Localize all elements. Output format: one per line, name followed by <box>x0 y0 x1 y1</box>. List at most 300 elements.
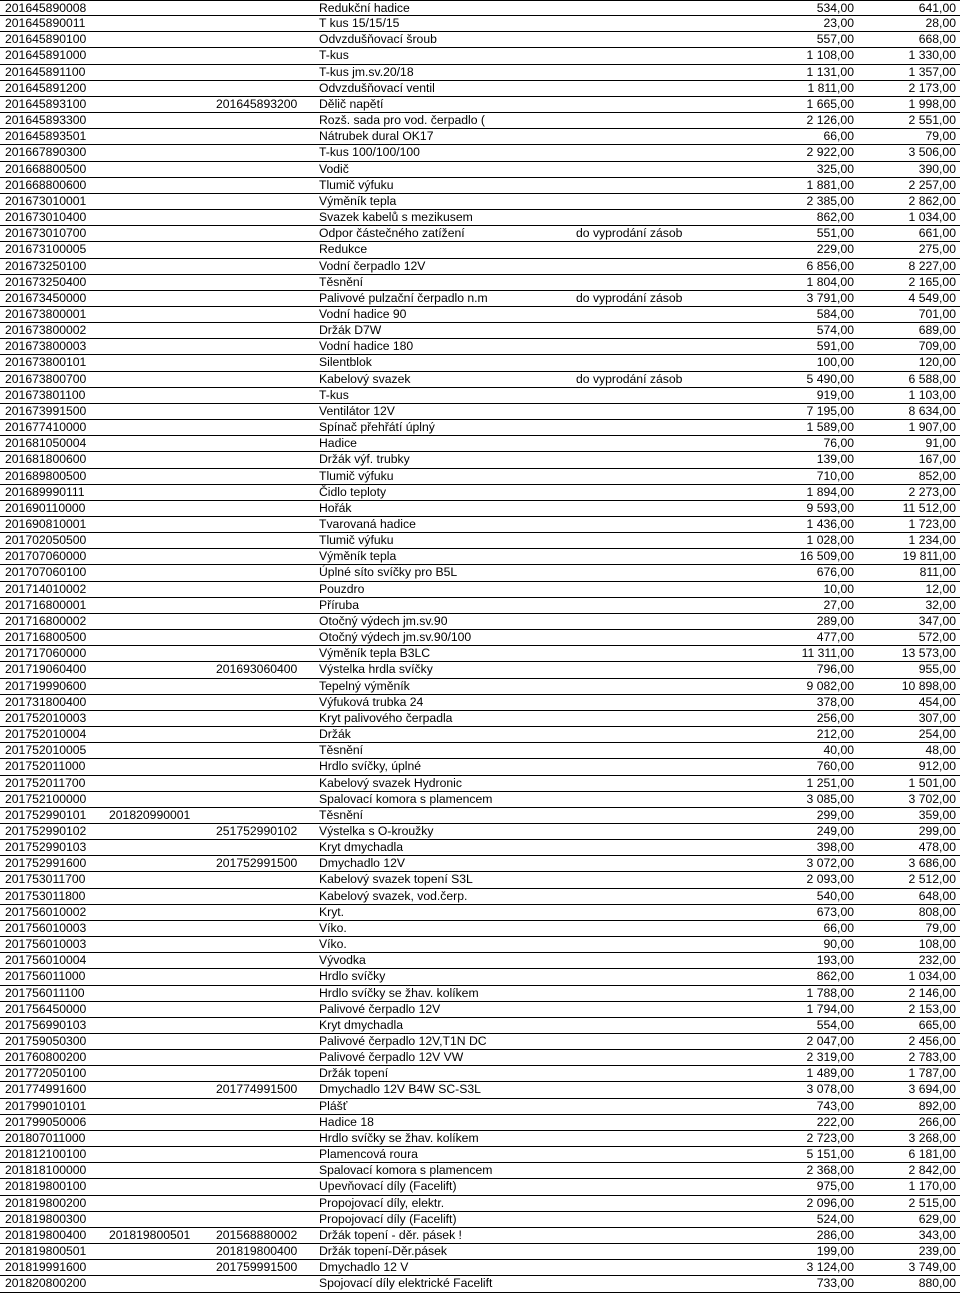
table-row <box>0 1212 960 1228</box>
price-without-vat: 584,00 <box>816 306 854 321</box>
item-name: Hrdlo svíčky se žhav. kolíkem <box>319 985 479 1000</box>
price-with-vat: 3 749,00 <box>908 1260 956 1275</box>
price-with-vat: 359,00 <box>918 807 956 822</box>
item-name: Spínač přehřátí úplný <box>319 420 435 435</box>
price-with-vat: 892,00 <box>918 1098 956 1113</box>
item-code: 201673010001 <box>5 193 87 208</box>
price-with-vat: 8 634,00 <box>908 403 956 418</box>
price-with-vat: 343,00 <box>918 1227 956 1242</box>
price-without-vat: 534,00 <box>816 1 854 15</box>
table-row <box>0 953 960 969</box>
table-row <box>0 743 960 759</box>
price-without-vat: 2 093,00 <box>806 872 854 887</box>
item-name: Redukce <box>319 242 368 257</box>
table-row <box>0 1066 960 1082</box>
item-code: 201756990103 <box>5 1017 87 1032</box>
table-row <box>0 323 960 339</box>
price-without-vat: 862,00 <box>816 210 854 225</box>
item-code: 201673010700 <box>5 226 87 241</box>
price-with-vat: 108,00 <box>918 937 956 952</box>
price-with-vat: 6 588,00 <box>908 371 956 386</box>
price-with-vat: 648,00 <box>918 888 956 903</box>
price-with-vat: 12,00 <box>925 581 956 596</box>
price-without-vat: 193,00 <box>816 953 854 968</box>
item-name: Držák topení-Děr.pásek <box>319 1244 448 1259</box>
item-name: Tepelný výměník <box>319 678 410 693</box>
item-code: 201716800002 <box>5 613 87 628</box>
price-without-vat: 975,00 <box>816 1179 854 1194</box>
item-name: Držák <box>319 727 351 742</box>
price-with-vat: 13 573,00 <box>901 646 956 661</box>
item-code: 201752011000 <box>5 759 86 774</box>
item-code: 201731800400 <box>5 694 87 709</box>
price-with-vat: 701,00 <box>918 306 956 321</box>
item-name: T-kus jm.sv.20/18 <box>319 64 414 79</box>
price-without-vat: 2 126,00 <box>806 113 854 128</box>
price-without-vat: 477,00 <box>816 630 854 645</box>
price-without-vat: 1 794,00 <box>806 1001 854 1016</box>
price-without-vat: 3 072,00 <box>806 856 854 871</box>
item-name: Čidlo teploty <box>319 484 387 499</box>
item-name: Tlumič výfuku <box>319 533 394 548</box>
item-name: T kus 15/15/15 <box>319 16 400 31</box>
price-with-vat: 1 103,00 <box>908 387 956 402</box>
table-row <box>0 1147 960 1163</box>
price-without-vat: 11 311,00 <box>801 646 854 661</box>
item-code: 201673801100 <box>5 387 86 402</box>
item-name: Výfuková trubka 24 <box>319 694 424 709</box>
price-with-vat: 665,00 <box>918 1017 956 1032</box>
item-code: 201645893100 <box>5 96 87 111</box>
price-with-vat: 91,00 <box>925 436 956 451</box>
price-without-vat: 5 490,00 <box>806 371 854 386</box>
item-code: 201799010101 <box>5 1098 87 1113</box>
table-row <box>0 372 960 388</box>
item-code: 201673100005 <box>5 242 87 257</box>
price-without-vat: 6 856,00 <box>806 258 854 273</box>
table-row <box>0 16 960 32</box>
item-code: 201819800501 <box>5 1244 87 1259</box>
item-name: Otočný výdech jm.sv.90 <box>319 613 448 628</box>
price-with-vat: 2 515,00 <box>908 1195 956 1210</box>
price-without-vat: 540,00 <box>816 888 854 903</box>
item-code: 201668800500 <box>5 161 87 176</box>
table-row <box>0 1228 960 1244</box>
table-row <box>0 1082 960 1098</box>
table-row <box>0 1099 960 1115</box>
table-row <box>0 420 960 436</box>
item-name: Vodič <box>319 161 349 176</box>
alt-code-1: 201819800501 <box>109 1227 191 1242</box>
price-with-vat: 2 862,00 <box>908 193 956 208</box>
price-with-vat: 3 506,00 <box>908 145 956 160</box>
item-name: Nátrubek dural OK17 <box>319 129 434 144</box>
table-row <box>0 291 960 307</box>
item-name: Kabelový svazek <box>319 371 411 386</box>
price-without-vat: 796,00 <box>816 662 854 677</box>
item-code: 201673450000 <box>5 290 87 305</box>
table-row <box>0 759 960 775</box>
price-without-vat: 673,00 <box>816 904 854 919</box>
item-code: 201756450000 <box>5 1001 87 1016</box>
item-code: 201753011700 <box>5 872 86 887</box>
table-row <box>0 178 960 194</box>
price-without-vat: 3 124,00 <box>806 1260 854 1275</box>
item-name: Výměník tepla <box>319 549 397 564</box>
item-code: 201719990600 <box>5 678 87 693</box>
price-with-vat: 880,00 <box>918 1276 956 1291</box>
price-with-vat: 28,00 <box>925 16 956 31</box>
price-without-vat: 249,00 <box>816 823 854 838</box>
price-without-vat: 1 811,00 <box>807 80 854 95</box>
price-without-vat: 554,00 <box>816 1017 854 1032</box>
price-without-vat: 90,00 <box>823 937 854 952</box>
table-row <box>0 614 960 630</box>
price-without-vat: 2 096,00 <box>806 1195 854 1210</box>
price-with-vat: 2 173,00 <box>908 80 956 95</box>
item-code: 201820800200 <box>5 1276 87 1291</box>
price-with-vat: 167,00 <box>918 452 956 467</box>
item-code: 201673800700 <box>5 371 87 386</box>
price-without-vat: 1 788,00 <box>806 985 854 1000</box>
price-without-vat: 27,00 <box>823 597 854 612</box>
price-with-vat: 3 686,00 <box>908 856 956 871</box>
item-code: 201717060000 <box>5 646 87 661</box>
item-name: Hrdlo svíčky <box>319 969 386 984</box>
price-without-vat: 299,00 <box>816 807 854 822</box>
table-row <box>0 662 960 678</box>
table-row <box>0 1260 960 1276</box>
price-without-vat: 2 922,00 <box>806 145 854 160</box>
item-name: Palivové čerpadlo 12V,T1N DC <box>319 1034 487 1048</box>
price-without-vat: 9 082,00 <box>806 678 854 693</box>
item-code: 201818100000 <box>5 1163 87 1178</box>
item-name: Propojovací díly, elektr. <box>319 1195 445 1210</box>
price-with-vat: 2 783,00 <box>908 1050 956 1065</box>
price-with-vat: 10 898,00 <box>901 678 956 693</box>
item-code: 201645893300 <box>5 113 87 128</box>
table-row <box>0 921 960 937</box>
item-name: Svazek kabelů s mezikusem <box>319 210 473 225</box>
price-without-vat: 66,00 <box>823 920 854 935</box>
table-row <box>0 1163 960 1179</box>
item-name: T-kus <box>319 387 349 402</box>
price-without-vat: 289,00 <box>816 613 854 628</box>
item-code: 201819991600 <box>5 1260 87 1275</box>
item-name: Propojovací díly (Facelift) <box>319 1211 457 1226</box>
price-with-vat: 2 842,00 <box>908 1163 956 1178</box>
price-without-vat: 256,00 <box>816 710 854 725</box>
price-without-vat: 23,00 <box>823 16 854 31</box>
price-with-vat: 254,00 <box>918 727 956 742</box>
item-name: Dělič napětí <box>319 96 384 111</box>
price-without-vat: 919,00 <box>816 387 854 402</box>
table-row <box>0 242 960 258</box>
price-without-vat: 1 108,00 <box>806 48 854 63</box>
table-row <box>0 872 960 888</box>
item-name: Upevňovací díly (Facelift) <box>319 1179 457 1194</box>
price-with-vat: 689,00 <box>918 323 956 338</box>
price-without-vat: 199,00 <box>816 1244 854 1259</box>
price-with-vat: 709,00 <box>918 339 956 354</box>
price-without-vat: 40,00 <box>823 743 854 758</box>
item-name: Kryt dmychadla <box>319 840 403 855</box>
item-name: Držák výf. trubky <box>319 452 410 467</box>
alt-code-2: 201759991500 <box>216 1260 298 1275</box>
table-row <box>0 275 960 291</box>
table-row <box>0 905 960 921</box>
table-row <box>0 81 960 97</box>
item-name: Vodní čerpadlo 12V <box>319 258 426 273</box>
item-code: 201819800400 <box>5 1227 87 1242</box>
item-name: Dmychadlo 12V <box>319 856 406 871</box>
item-name: Tlumič výfuku <box>319 177 394 192</box>
table-row <box>0 404 960 420</box>
item-name: Kabelový svazek Hydronic <box>319 775 462 790</box>
table-row <box>0 129 960 145</box>
table-row <box>0 1034 960 1050</box>
price-without-vat: 3 791,00 <box>806 290 854 305</box>
item-name: Vodní hadice 180 <box>319 339 414 354</box>
item-code: 201667890300 <box>5 145 87 160</box>
item-code: 201645891200 <box>5 80 87 95</box>
item-name: Redukční hadice <box>319 1 410 15</box>
alt-code-2: 201645893200 <box>216 96 298 111</box>
price-with-vat: 19 811,00 <box>902 549 956 564</box>
table-row <box>0 1179 960 1195</box>
price-without-vat: 1 436,00 <box>806 517 854 531</box>
price-with-vat: 808,00 <box>918 904 956 919</box>
table-row <box>0 194 960 210</box>
table-row <box>0 1002 960 1018</box>
price-without-vat: 862,00 <box>816 969 854 984</box>
price-with-vat: 3 268,00 <box>908 1130 956 1145</box>
item-code: 201774991600 <box>5 1082 87 1097</box>
item-name: Držák D7W <box>319 323 382 338</box>
table-row <box>0 776 960 792</box>
item-code: 201760800200 <box>5 1050 87 1065</box>
item-code: 201819800100 <box>5 1179 87 1194</box>
item-name: Hadice <box>319 436 357 451</box>
table-row <box>0 1276 960 1292</box>
item-name: Odvzdušňovací ventil <box>319 80 435 95</box>
table-row <box>0 469 960 485</box>
item-code: 201645890008 <box>5 1 87 15</box>
price-without-vat: 676,00 <box>816 565 854 580</box>
table-row <box>0 937 960 953</box>
price-with-vat: 2 165,00 <box>908 274 956 289</box>
price-with-vat: 2 153,00 <box>908 1001 956 1016</box>
item-code: 201772050100 <box>5 1066 87 1081</box>
item-name: Výměník tepla <box>319 193 397 208</box>
price-with-vat: 454,00 <box>918 694 956 709</box>
item-name: T-kus <box>319 48 349 63</box>
item-name: Výstelka hrdla svíčky <box>319 662 433 677</box>
item-name: Hrdlo svíčky se žhav. kolíkem <box>319 1130 479 1145</box>
item-code: 201673250100 <box>5 258 87 273</box>
table-row <box>0 695 960 711</box>
table-row <box>0 889 960 905</box>
table-row <box>0 840 960 856</box>
table-row <box>0 598 960 614</box>
price-with-vat: 1 034,00 <box>908 210 956 225</box>
item-code: 201673800003 <box>5 339 87 354</box>
item-name: Odvzdušňovací šroub <box>319 32 437 47</box>
item-code: 201689800500 <box>5 468 87 483</box>
item-name: Víko. <box>319 920 347 935</box>
item-name: Výměník tepla B3LC <box>319 646 431 661</box>
item-name: Spalovací komora s plamencem <box>319 791 493 806</box>
price-with-vat: 1 501,00 <box>908 775 956 790</box>
item-code: 201707060000 <box>5 549 87 564</box>
item-name: Výstelka s O-kroužky <box>319 823 434 838</box>
price-without-vat: 10,00 <box>823 581 854 596</box>
table-row <box>0 0 960 16</box>
price-with-vat: 955,00 <box>918 662 956 677</box>
price-without-vat: 229,00 <box>816 242 854 257</box>
item-code: 201690810001 <box>5 517 87 531</box>
price-without-vat: 378,00 <box>816 694 854 709</box>
table-row <box>0 711 960 727</box>
table-row <box>0 339 960 355</box>
item-name: Palivové čerpadlo 12V <box>319 1001 441 1016</box>
alt-code-2: 201774991500 <box>216 1082 298 1097</box>
item-name: Těsnění <box>319 807 364 822</box>
price-without-vat: 5 151,00 <box>806 1147 854 1162</box>
price-with-vat: 1 170,00 <box>908 1179 956 1194</box>
item-code: 201812100100 <box>5 1147 87 1162</box>
table-row <box>0 97 960 113</box>
price-without-vat: 66,00 <box>823 129 854 144</box>
item-name: Hrdlo svíčky, úplné <box>319 759 422 774</box>
item-name: Příruba <box>319 597 359 612</box>
item-code: 201707060100 <box>5 565 87 580</box>
item-code: 201677410000 <box>5 420 87 435</box>
table-row <box>0 565 960 581</box>
item-code: 201702050500 <box>5 533 87 548</box>
price-with-vat: 1 357,00 <box>908 64 956 79</box>
price-with-vat: 629,00 <box>918 1211 956 1226</box>
item-name: Dmychadlo 12V B4W SC-S3L <box>319 1082 481 1097</box>
table-row <box>0 1018 960 1034</box>
table-row <box>0 355 960 371</box>
price-without-vat: 2 047,00 <box>806 1034 854 1048</box>
table-row <box>0 259 960 275</box>
item-name: Silentblok <box>319 355 372 370</box>
item-name: Spojovací díly elektrické Facelift <box>319 1276 493 1291</box>
item-name: Tvarovaná hadice <box>319 517 416 531</box>
table-row <box>0 162 960 178</box>
item-code: 201673800001 <box>5 306 87 321</box>
table-row <box>0 533 960 549</box>
item-code: 201819800200 <box>5 1195 87 1210</box>
item-name: Ventilátor 12V <box>319 403 395 418</box>
item-code: 201714010002 <box>5 581 87 596</box>
item-code: 201673250400 <box>5 274 87 289</box>
alt-code-2: 201568880002 <box>216 1227 298 1242</box>
price-with-vat: 1 907,00 <box>908 420 956 435</box>
table-row <box>0 226 960 242</box>
price-with-vat: 307,00 <box>918 710 956 725</box>
price-without-vat: 524,00 <box>816 1211 854 1226</box>
item-name: Kryt. <box>319 904 345 919</box>
alt-code-1: 201820990001 <box>109 807 191 822</box>
price-with-vat: 1 723,00 <box>908 517 956 531</box>
item-name: Úplné síto svíčky pro B5L <box>319 565 458 580</box>
item-code: 201645893501 <box>5 129 87 144</box>
item-name: Vývodka <box>319 953 366 968</box>
table-row <box>0 792 960 808</box>
item-code: 201753011800 <box>5 888 86 903</box>
alt-code-2: 201819800400 <box>216 1244 298 1259</box>
price-without-vat: 574,00 <box>816 323 854 338</box>
price-with-vat: 668,00 <box>918 32 956 47</box>
price-with-vat: 3 694,00 <box>908 1082 956 1097</box>
price-without-vat: 551,00 <box>816 226 854 241</box>
table-row <box>0 646 960 662</box>
item-code: 201645891000 <box>5 48 87 63</box>
price-with-vat: 2 257,00 <box>908 177 956 192</box>
item-name: Držák topení <box>319 1066 389 1081</box>
table-row <box>0 1244 960 1260</box>
price-without-vat: 1 489,00 <box>806 1066 854 1081</box>
price-without-vat: 1 028,00 <box>806 533 854 548</box>
price-without-vat: 16 509,00 <box>799 549 854 564</box>
item-code: 201673800101 <box>5 355 87 370</box>
item-code: 201759050300 <box>5 1034 87 1048</box>
alt-code-2: 201752991500 <box>216 856 298 871</box>
item-code: 201752991600 <box>5 856 87 871</box>
price-with-vat: 275,00 <box>918 242 956 257</box>
item-note: do vyprodání zásob <box>576 290 683 305</box>
item-code: 201756010002 <box>5 904 87 919</box>
table-row <box>0 388 960 404</box>
price-with-vat: 48,00 <box>925 743 956 758</box>
alt-code-2: 251752990102 <box>216 823 298 838</box>
item-code: 201668800600 <box>5 177 87 192</box>
item-code: 201681800600 <box>5 452 87 467</box>
price-with-vat: 4 549,00 <box>908 290 956 305</box>
price-with-vat: 11 512,00 <box>902 500 956 515</box>
item-code: 201752990103 <box>5 840 87 855</box>
price-with-vat: 1 787,00 <box>908 1066 956 1081</box>
item-name: Palivové pulzační čerpadlo n.m <box>319 290 488 305</box>
item-code: 201807011000 <box>5 1130 86 1145</box>
table-row <box>0 501 960 517</box>
table-row <box>0 549 960 565</box>
item-name: Pouzdro <box>319 581 365 596</box>
price-without-vat: 760,00 <box>816 759 854 774</box>
price-with-vat: 8 227,00 <box>908 258 956 273</box>
item-name: Hadice 18 <box>319 1114 374 1129</box>
table-row <box>0 1050 960 1066</box>
price-with-vat: 79,00 <box>925 920 956 935</box>
item-name: Plamencová roura <box>319 1147 418 1162</box>
price-without-vat: 1 881,00 <box>806 177 854 192</box>
item-name: Kryt palivového čerpadla <box>319 710 453 725</box>
price-with-vat: 572,00 <box>918 630 956 645</box>
price-without-vat: 139,00 <box>816 452 854 467</box>
price-with-vat: 120,00 <box>918 355 956 370</box>
price-with-vat: 299,00 <box>918 823 956 838</box>
price-without-vat: 1 589,00 <box>806 420 854 435</box>
price-with-vat: 852,00 <box>918 468 956 483</box>
item-code: 201756011100 <box>5 985 85 1000</box>
item-code: 201716800500 <box>5 630 87 645</box>
price-without-vat: 733,00 <box>816 1276 854 1291</box>
table-row <box>0 727 960 743</box>
price-without-vat: 286,00 <box>816 1227 854 1242</box>
